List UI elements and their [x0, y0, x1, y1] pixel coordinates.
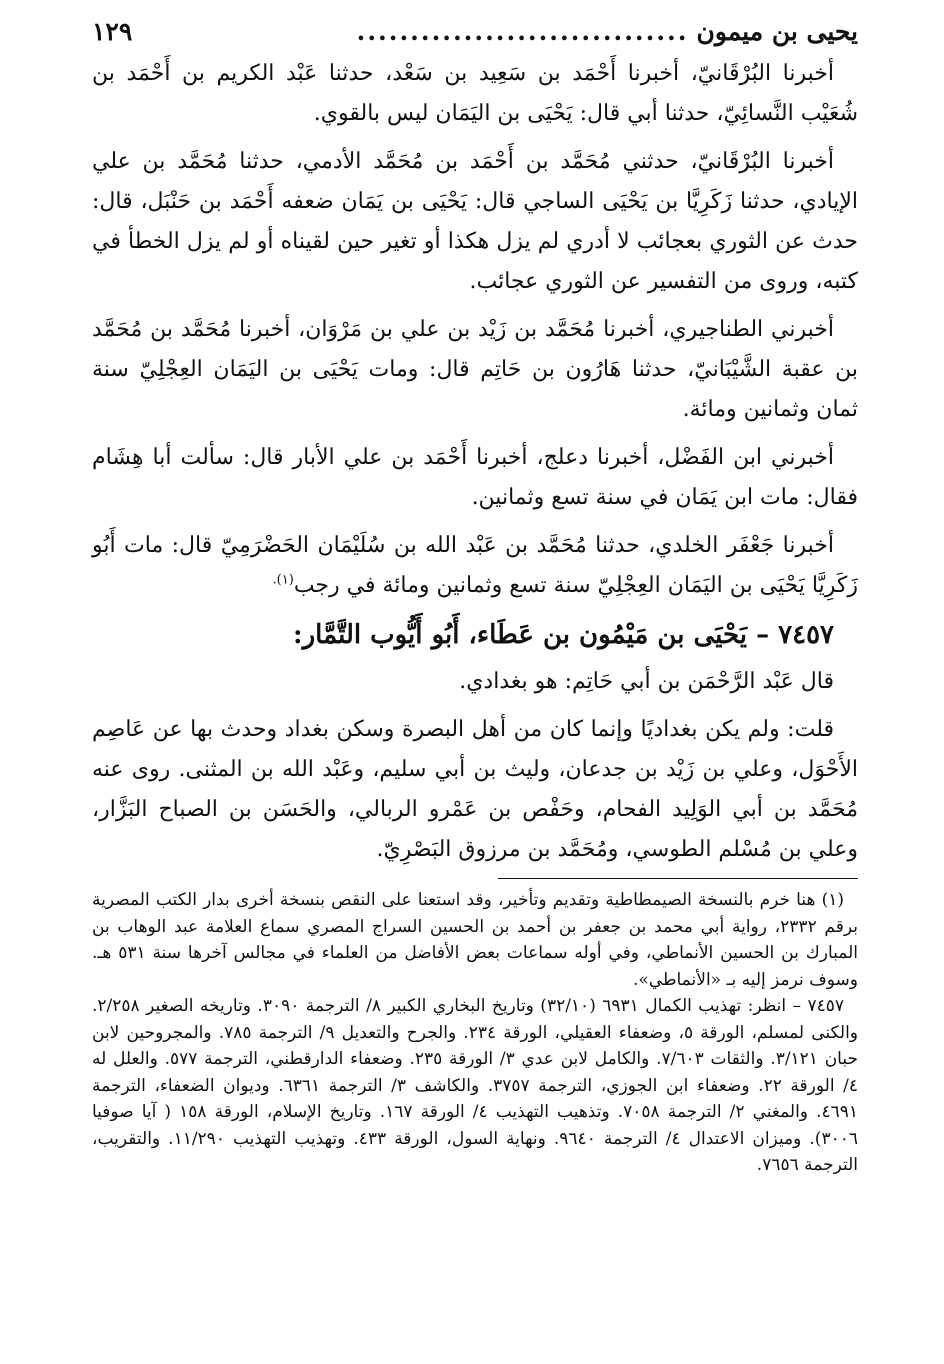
running-header	[92, 14, 858, 50]
footnote-2: ٧٤٥٧ – انظر: تهذيب الكمال ٦٩٣١ (٣٢/١٠) وتاريخ البخاري الكبير ٨/ الترجمة ٣٠٩٠. وتاريخه الصغير ٢/٢٥٨. والكنى لمسلم، الورقة ٥، وضعفاء العقيلي، الورقة ٢٣٤. والجرح والتعديل ٩/ الترجمة ٧٨٥. والمجروحين لابن حبان ٣/١٢١. والثقات ٧/٦٠٣. والكامل لابن عدي ٣/ الورقة ٢٣٥. وضعفاء الدارقطني، الترجمة ٥٧٧. والعلل له ٤/ الورقة ٢٢. وضعفاء ابن الجوزي، الترجمة ٣٧٥٧. والكاشف ٣/ الترجمة ٦٣٦١. وديوان الضعفاء، الترجمة ٤٦٩١. والمغني ٢/ الترجمة ٧٠٥٨. وتذهيب التهذيب ٤/ الورقة ١٦٧. وتاريخ الإسلام، الورقة ١٥٨ ( آيا صوفيا ٣٠٠٦). وميزان الاعتدال ٤/ الترجمة ٩٦٤٠. ونهاية السول، الورقة ٤٣٣. وتهذيب التهذيب ١١/٢٩٠. والتقريب، الترجمة ٧٦٥٦.	[92, 996, 859, 1175]
footnote-1: (١) هنا خرم بالنسخة الصيمطاطية وتقديم وتأخير، وقد استعنا على النقص بنسخة أخرى بدار الكتب المصرية برقم ٢٣٣٢، رواية أبي محمد بن جعفر بن أحمد بن الحسين السراج المصري سماع العلامة عبد الوهاب بن المبارك بن الحسين الأنماطي، وفي أوله سماعات بعض الأفاضل من العلماء في مجالس آخرها سنة ٥٣١ هـ. وسوف نرمز إليه بـ «الأنماطي».	[92, 890, 858, 990]
entry-paragraph-2: قلت: ولم يكن بغداديًا وإنما كان من أهل البصرة وسكن بغداد وحدث بها عن عَاصِم الأَحْوَل، وعلي بن زَيْد بن جدعان، وليث بن أبي سليم، وعَبْد الله بن المثنى. روى عنه مُحَمَّد بن أبي الوَلِيد الفحام، وحَفْص بن عَمْرو الربالي، والحَسَن بن الصباح البَزَّار، وعلي بن مُسْلم الطوسي، ومُحَمَّد بن مرزوق البَصْرِيّ.	[92, 717, 858, 862]
paragraph-2: أخبرنا البُرْقَانيّ، حدثني مُحَمَّد بن أَحْمَد بن مُحَمَّد الأدمي، حدثنا مُحَمَّد بن علي الإيادي، حدثنا زَكَرِيَّا بن يَحْيَى الساجي قال: يَحْيَى بن يَمَان ضعفه أَحْمَد بن حَنْبَل، قال: حدث عن الثوري بعجائب لا أدري لم يزل هكذا أو تغير حين لقيناه أو لم يزل الخطأ في كتبه، وروى من التفسير عن الثوري عجائب.	[92, 149, 859, 294]
paragraph-4: أخبرني ابن الفَضْل، أخبرنا دعلج، أخبرنا أَحْمَد بن علي الأبار قال: سألت أبا هِشَام فقال: مات ابن يَمَان في سنة تسع وثمانين.	[92, 445, 858, 510]
paragraph-5	[92, 526, 858, 606]
paragraph-5-text: أخبرنا جَعْفَر الخلدي، حدثنا مُحَمَّد بن عَبْد الله بن سُلَيْمَان الحَضْرَمِيّ قال: مات أَبُو زَكَرِيَّا يَحْيَى بن اليَمَان العِجْلِيّ سنة تسع وثمانين ومائة في رجب	[92, 533, 858, 598]
paragraph-1: أخبرنا البُرْقَانيّ، أخبرنا أَحْمَد بن سَعِيد بن سَعْد، حدثنا عَبْد الكريم بن أَحْمَد بن شُعَيْب النَّسائِيّ، حدثنا أبي قال: يَحْيَى بن اليَمَان ليس بالقوي.	[92, 61, 858, 126]
page-number: ١٢٩	[92, 17, 133, 46]
footnote-reference: (١).	[272, 572, 294, 588]
entry-paragraph-1: قال عَبْد الرَّحْمَن بن أبي حَاتِم: هو بغدادي.	[459, 669, 834, 694]
paragraph-3: أخبرني الطناجيري، أخبرنا مُحَمَّد بن زَيْد بن علي بن مَرْوَان، أخبرنا مُحَمَّد بن مُحَمَّد بن عقبة الشَّيْبَانيّ، حدثنا هَارُون بن حَاتِم قال: ومات يَحْيَى بن اليَمَان العِجْلِيّ سنة ثمان وثمانين ومائة.	[92, 317, 858, 422]
footnotes	[92, 887, 858, 1179]
running-title: يحيى بن ميمون	[696, 17, 858, 46]
header-dots: ...............................	[356, 17, 689, 46]
footnote-separator	[498, 878, 858, 879]
main-text	[92, 54, 858, 870]
entry-heading: ٧٤٥٧ – يَحْيَى بن مَيْمُون بن عَطَاء، أَبُو أَيُّوب التَّمَّار:	[293, 620, 834, 650]
